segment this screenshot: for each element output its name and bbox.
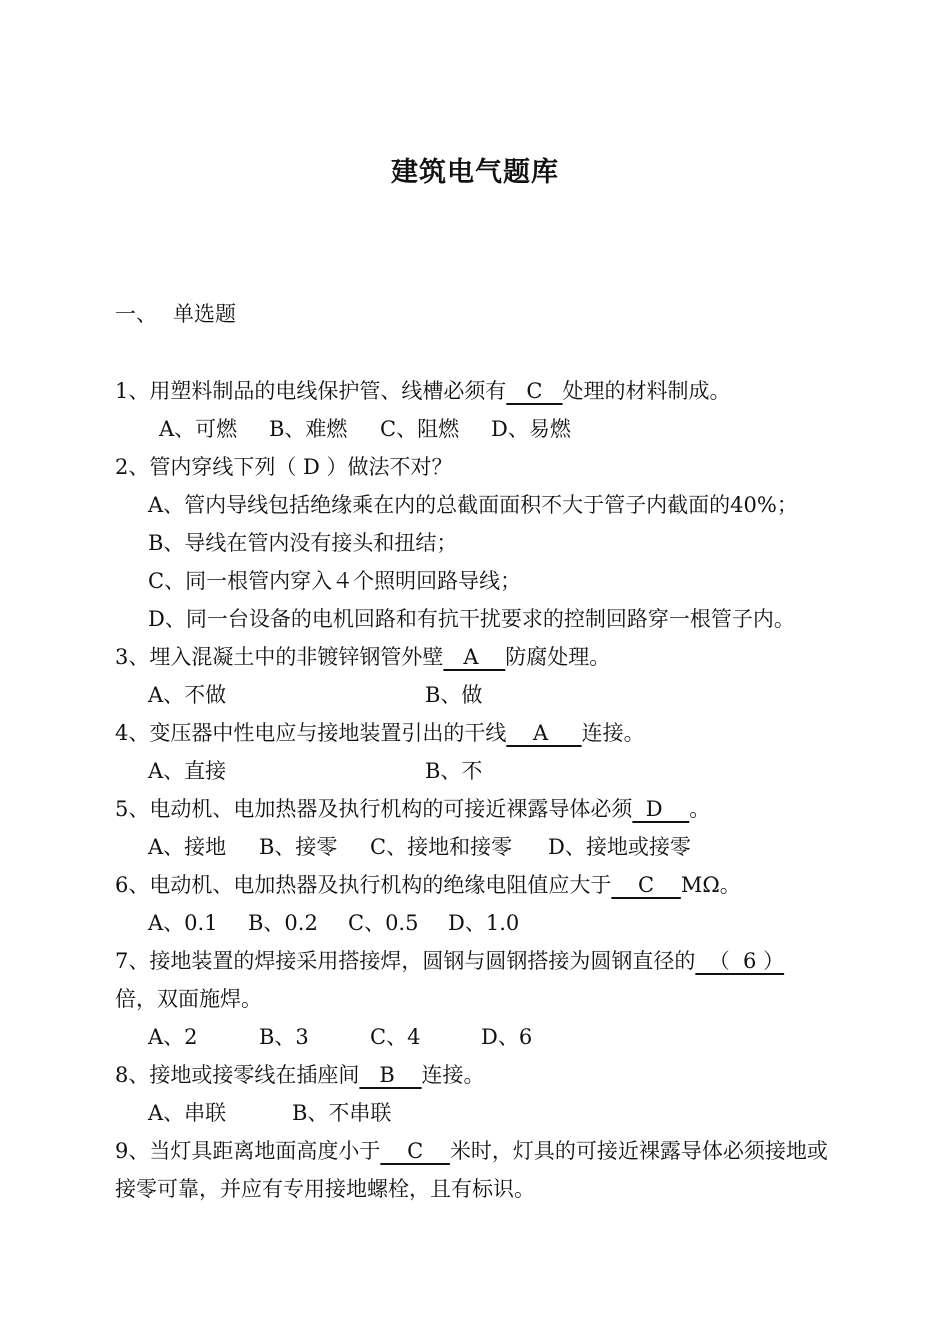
question-text: 6、电动机、电加热器及执行机构的绝缘电阻值应大于 — [115, 873, 612, 897]
question-1 — [115, 372, 875, 410]
answer-blank: C — [506, 379, 563, 403]
options-row — [115, 1094, 875, 1132]
question-text: MΩ。 — [680, 873, 741, 897]
question-9-continued: 接零可靠，并应有专用接地螺栓，且有标识。 — [115, 1177, 535, 1201]
question-text: 。 — [689, 797, 711, 821]
option: B、接零 — [259, 835, 338, 859]
answer-blank: A — [443, 645, 506, 669]
option: A、不做 — [148, 683, 227, 707]
question-text: 连接。 — [421, 1063, 485, 1087]
answer-blank: C — [380, 1139, 450, 1163]
answer-blank: （ 6 ） — [695, 949, 785, 973]
option: B、不 — [425, 759, 483, 783]
section-label: 单选题 — [173, 302, 236, 326]
option: C、0.5 — [348, 911, 419, 935]
section-number: 一、 — [115, 302, 157, 326]
question-9 — [115, 1132, 875, 1170]
question-6 — [115, 866, 875, 904]
question-text: 9、当灯具距离地面高度小于 — [115, 1139, 381, 1163]
option: A、直接 — [148, 759, 227, 783]
answer-blank: B — [359, 1063, 422, 1087]
question-text: 4、变压器中性电应与接地装置引出的干线 — [115, 721, 507, 745]
options-row — [115, 676, 875, 714]
question-3 — [115, 638, 875, 676]
options-row — [115, 752, 875, 790]
question-text: 连接。 — [581, 721, 645, 745]
question-text: 3、埋入混凝土中的非镀锌钢管外壁 — [115, 645, 444, 669]
question-text: 5、电动机、电加热器及执行机构的可接近裸露导体必须 — [115, 797, 633, 821]
question-text: 处理的材料制成。 — [562, 379, 731, 403]
option: B、0.2 — [248, 911, 318, 935]
options-row — [115, 1018, 875, 1056]
options-row — [115, 410, 875, 448]
option: A、可燃 — [159, 417, 238, 441]
option: C、4 — [370, 1025, 421, 1049]
question-2: 2、管内穿线下列（ D ）做法不对？ — [115, 455, 453, 479]
option: D、1.0 — [448, 911, 520, 935]
options-row — [115, 828, 875, 866]
option: C、阻燃 — [380, 417, 460, 441]
option: D、同一台设备的电机回路和有抗干扰要求的控制回路穿一根管子内。 — [148, 607, 795, 631]
option: C、接地和接零 — [370, 835, 513, 859]
answer-blank: C — [611, 873, 681, 897]
question-text: 8、接地或接零线在插座间 — [115, 1063, 360, 1087]
option: D、6 — [481, 1025, 533, 1049]
question-5 — [115, 790, 875, 828]
question-4 — [115, 714, 875, 752]
option: B、做 — [425, 683, 483, 707]
option: C、同一根管内穿入４个照明回路导线； — [148, 569, 522, 593]
option: A、管内导线包括绝缘乘在内的总截面面积不大于管子内截面的40%； — [148, 493, 798, 517]
option: D、接地或接零 — [548, 835, 691, 859]
section-heading — [115, 298, 236, 328]
option: B、难燃 — [269, 417, 348, 441]
question-list — [115, 372, 875, 1208]
question-text: 米时，灯具的可接近裸露导体必须接地或 — [449, 1139, 828, 1163]
question-text: 1、用塑料制品的电线保护管、线槽必须有 — [115, 379, 507, 403]
option: B、导线在管内没有接头和扭结； — [148, 531, 458, 555]
question-8 — [115, 1056, 875, 1094]
option: A、串联 — [148, 1101, 227, 1125]
option: B、不串联 — [292, 1101, 392, 1125]
question-7-continued: 倍，双面施焊。 — [115, 987, 262, 1011]
answer-blank: A — [506, 721, 582, 745]
question-text: 防腐处理。 — [505, 645, 611, 669]
option: A、2 — [148, 1025, 198, 1049]
option: A、0.1 — [148, 911, 218, 935]
page-title: 建筑电气题库 — [391, 157, 559, 188]
options-row — [115, 904, 875, 942]
answer-blank: D — [632, 797, 690, 821]
option: D、易燃 — [491, 417, 571, 441]
option: A、接地 — [148, 835, 227, 859]
question-7 — [115, 942, 875, 980]
question-text: 7、接地装置的焊接采用搭接焊，圆钢与圆钢搭接为圆钢直径的 — [115, 949, 696, 973]
option: B、3 — [259, 1025, 309, 1049]
